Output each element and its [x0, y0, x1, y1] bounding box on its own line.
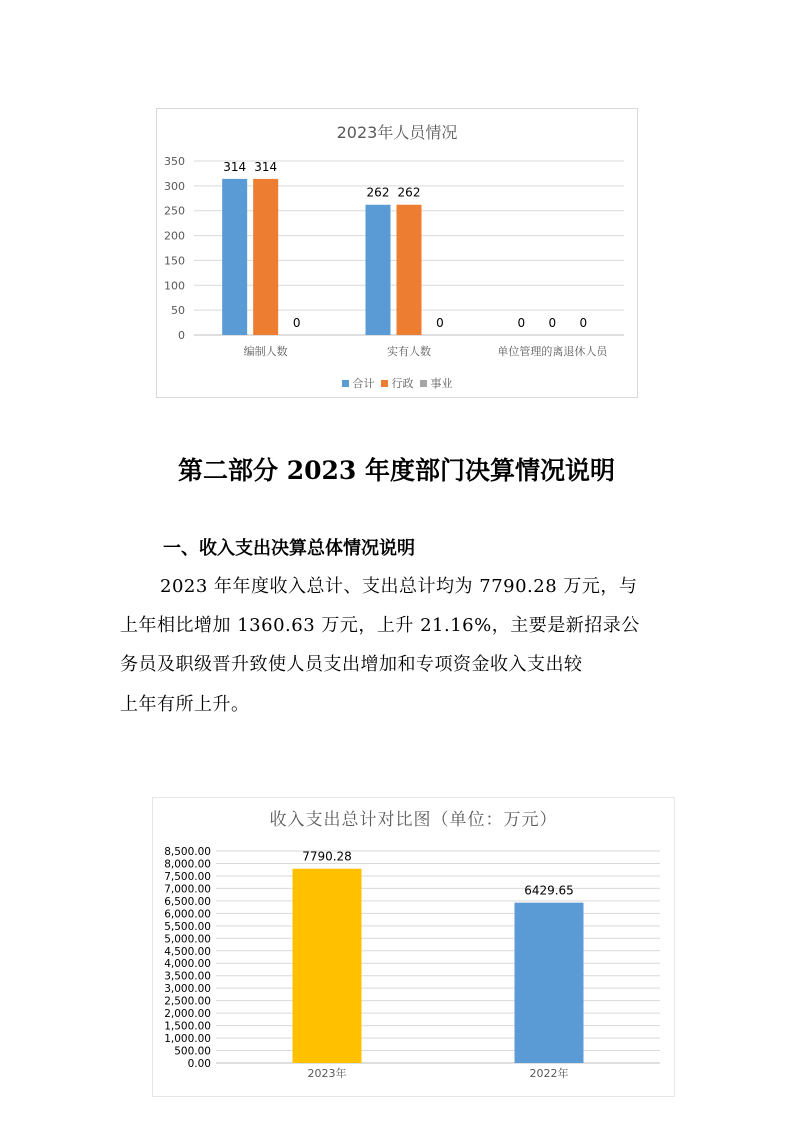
bar [222, 179, 247, 335]
bar [397, 205, 422, 335]
y-tick-label: 4,000.00 [164, 958, 211, 971]
y-tick-label: 150 [164, 254, 185, 268]
data-label: 314 [254, 159, 278, 174]
legend-item [381, 375, 414, 391]
legend-swatch [420, 380, 427, 387]
y-tick-label: 5,500.00 [164, 920, 211, 933]
y-tick-label: 6,000.00 [164, 908, 211, 921]
sub-heading: 一、收入支出决算总体情况说明 [163, 538, 415, 559]
legend-label: 事业 [430, 377, 453, 390]
y-tick-label: 100 [164, 279, 185, 293]
data-label: 0 [579, 316, 588, 330]
legend-item [342, 375, 375, 391]
legend-label: 行政 [391, 377, 414, 390]
x-category-label: 单位管理的离退休人员 [497, 345, 608, 358]
legend-item [420, 375, 453, 391]
data-label: 0 [292, 316, 301, 330]
personnel-chart-title: 2023年人员情况 [336, 123, 458, 142]
bar [515, 903, 584, 1063]
paragraph-line: 2023 年年度收入总计、支出总计均为 7790.28 万元，与 [160, 576, 638, 597]
y-tick-label: 300 [164, 179, 185, 193]
personnel-chart-legend [157, 375, 637, 391]
legend-swatch [342, 380, 349, 387]
paragraph-line: 上年相比增加 1360.63 万元，上升 21.16%，主要是新招录公 [120, 615, 640, 636]
data-label: 0 [436, 316, 444, 330]
income-expense-chart-title: 收入支出总计对比图（单位：万元） [269, 810, 558, 830]
y-tick-label: 3,000.00 [164, 983, 211, 996]
x-category-label: 2022年 [529, 1067, 569, 1080]
data-label: 314 [223, 159, 247, 174]
y-tick-label: 200 [164, 229, 185, 243]
y-tick-label: 7,500.00 [164, 870, 211, 883]
y-tick-label: 2,000.00 [164, 1008, 211, 1021]
y-tick-label: 0 [178, 329, 185, 342]
y-tick-label: 250 [164, 204, 185, 218]
paragraph-line: 务员及职级晋升致使人员支出增加和专项资金收入支出较 [120, 654, 583, 675]
personnel-chart-plot [157, 109, 639, 399]
y-tick-label: 5,000.00 [164, 933, 211, 946]
section-title: 第二部分 2023 年度部门决算情况说明 [178, 456, 615, 485]
data-label: 262 [366, 185, 390, 200]
x-category-label: 实有人数 [387, 345, 431, 358]
y-tick-label: 8,000.00 [164, 858, 211, 871]
y-tick-label: 1,000.00 [164, 1033, 211, 1046]
y-tick-label: 7,000.00 [164, 883, 211, 896]
legend-label: 合计 [352, 377, 375, 390]
data-label: 0 [548, 316, 557, 330]
income-expense-chart [152, 797, 675, 1097]
y-tick-label: 0.00 [187, 1058, 211, 1070]
data-label: 6429.65 [524, 883, 574, 898]
x-category-label: 2023年 [307, 1067, 347, 1080]
y-tick-label: 1,500.00 [164, 1020, 211, 1033]
y-tick-label: 3,500.00 [164, 970, 211, 983]
paragraph-line: 上年有所上升。 [120, 694, 250, 715]
y-tick-label: 2,500.00 [164, 995, 211, 1008]
personnel-chart [156, 108, 638, 398]
y-tick-label: 500.00 [174, 1045, 211, 1058]
bar [293, 869, 362, 1063]
y-tick-label: 4,500.00 [164, 945, 211, 958]
y-tick-label: 8,500.00 [164, 846, 211, 858]
bar [253, 179, 278, 335]
legend-swatch [381, 380, 388, 387]
data-label: 7790.28 [302, 849, 352, 864]
data-label: 262 [397, 185, 421, 200]
y-tick-label: 6,500.00 [164, 895, 211, 908]
income-expense-chart-plot [153, 798, 676, 1098]
bar [366, 205, 391, 335]
x-category-label: 编制人数 [243, 345, 288, 358]
y-tick-label: 350 [164, 155, 185, 168]
y-tick-label: 50 [171, 304, 185, 318]
data-label: 0 [517, 316, 526, 330]
